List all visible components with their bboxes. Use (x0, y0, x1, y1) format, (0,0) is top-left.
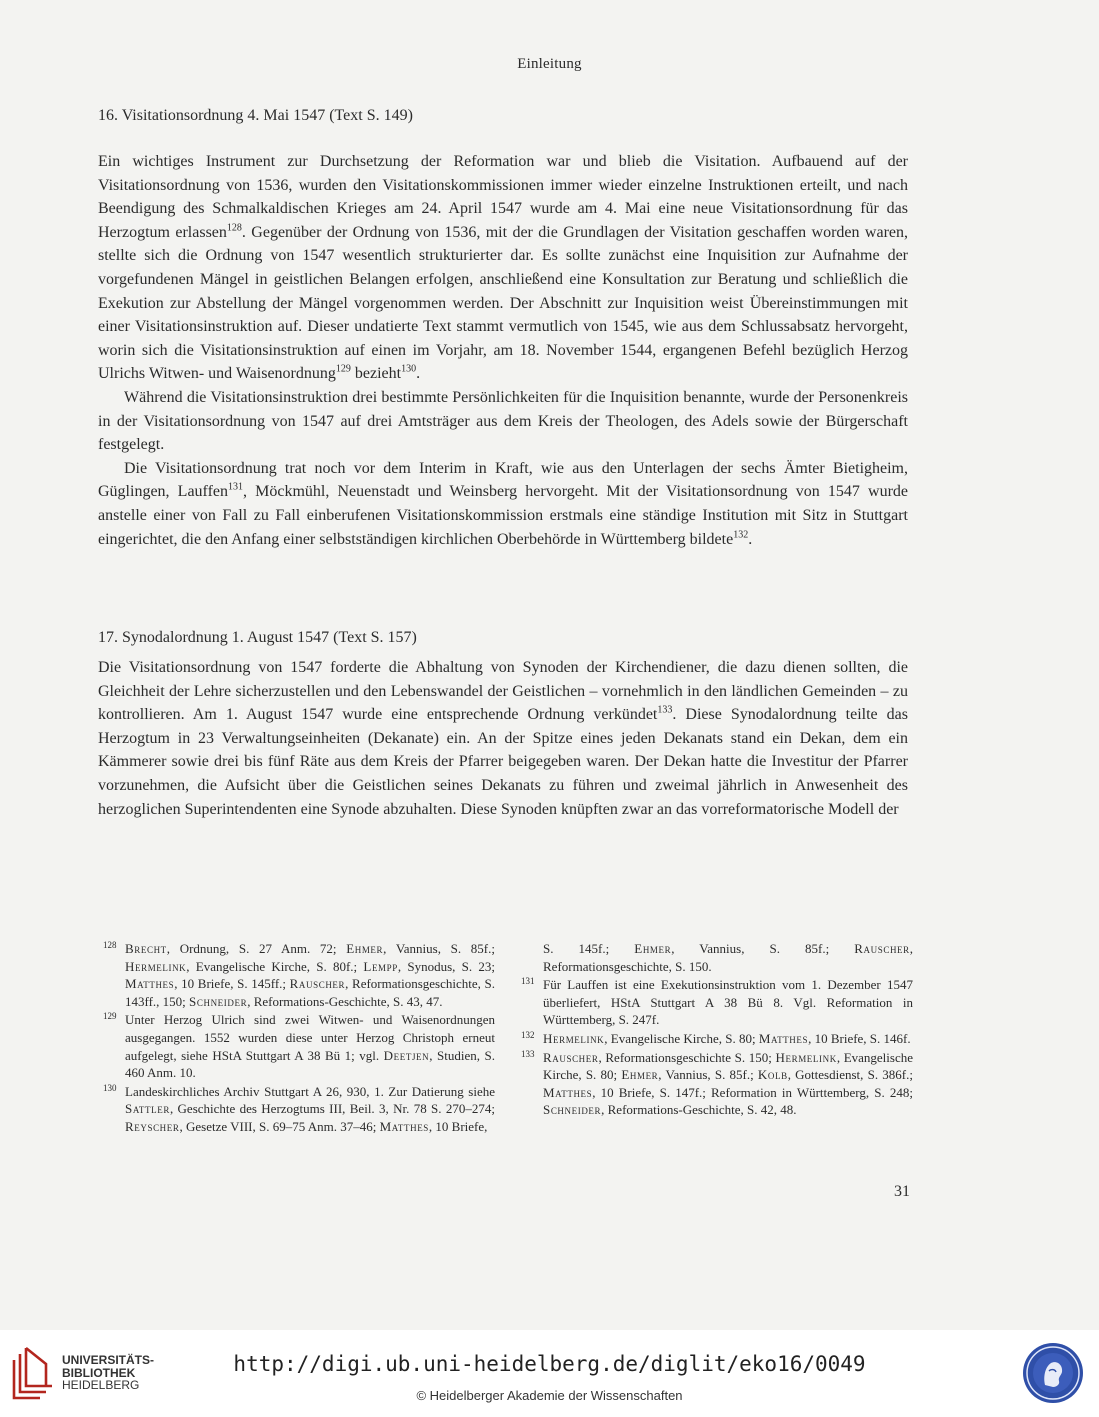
footnote-128: 128 Brecht, Ordnung, S. 27 Anm. 72; Ehmer, Vannius, S. 85f.; Hermelink, Evangelische Kirche, S. 80f.; Lempp, Synodus, S. 23; Matthes, 10 Briefe, S. 145ff.; Rauscher, Reformationsgeschichte, S. 143ff., 150; Schneider, Reformations-Geschichte, S. 43, 47. (103, 940, 496, 1009)
section-17-paragraph-1 (98, 656, 908, 821)
section-16-title: 16. Visitationsordnung 4. Mai 1547 (Text S. 149) (98, 107, 413, 124)
text-run: . Gegenüber der Ordnung von 1536, mit der die Grundlagen der Visitation geschaffen worden waren, stellte sich die Ordnung von 1547 wesentlich strukturierter dar. Es sollte zunächst eine Inquisition zur Aufnahme der vorgefundenen Mängel in geistlichen Belangen erfolgen, anschließend eine Konsultation zur Beratung und schließlich die Exekution zur Abstellung der Mängel vorgenommen werden. Der Abschnitt zur Inquisition weist Übereinstimmungen mit einer Visitationsinstruktion auf. Dieser undatierte Text stammt vermutlich von 1545, wie aus dem Schlussabsatz hervorgeht, worin sich die Visitationsinstruktion auf einen im Vorjahr, am 18. November 1544, ergangenen Befehl bezüglich Herzog Ulrichs Witwen- und Waisenordnung (98, 223, 909, 383)
copyright-notice: © Heidelberger Akademie der Wissenschaften (416, 1388, 683, 1403)
text-run: bezieht (350, 365, 402, 383)
footnote-number: 132 (521, 1029, 535, 1040)
section-16 (98, 104, 908, 128)
library-footer (0, 1330, 1099, 1417)
library-name: UNIVERSITÄTS- BIBLIOTHEK HEIDELBERG (62, 1353, 155, 1392)
page-number: 31 (894, 1183, 910, 1200)
academy-seal-icon (1021, 1341, 1085, 1405)
footnotes-column-left (103, 940, 495, 1137)
footnote-number: 133 (521, 1048, 535, 1059)
section-17-body (98, 656, 908, 821)
footnote-number: 130 (103, 1082, 117, 1093)
footnote-130-continued: S. 145f.; Ehmer, Vannius, S. 85f.; Rauscher, Reformationsgeschichte, S. 150. (543, 941, 914, 974)
footnote-131: 131 Für Lauffen ist eine Exekutionsinstruktion vom 1. Dezember 1547 überliefert, HStA Stuttgart A 38 Bü 8. Vgl. Reformation in Württemberg, S. 247f. (521, 976, 913, 1028)
permalink-url[interactable]: http://digi.ub.uni-heidelberg.de/diglit/eko16/0049 (233, 1352, 866, 1376)
section-17-title: 17. Synodalordnung 1. August 1547 (Text S. 157) (98, 629, 417, 646)
footnote-129: 129 Unter Herzog Ulrich sind zwei Witwen- und Waisenordnungen ausgegangen. 1552 wurden diese unter Herzog Christoph erneut aufgelegt, siehe HStA Stuttgart A 38 Bü 1; vgl. Deetjen, Studien, S. 460 Anm. 10. (103, 1011, 495, 1081)
footnote-number: 128 (103, 940, 117, 950)
section-16-paragraph-3 (98, 457, 908, 551)
footnote-ref-132[interactable]: 132 (733, 529, 749, 541)
running-head: Einleitung (517, 56, 582, 72)
footnote-ref-130[interactable]: 130 (401, 364, 417, 376)
footnote-132: 132 Hermelink, Evangelische Kirche, S. 80; Matthes, 10 Briefe, S. 146f. (521, 1029, 911, 1046)
footnote-ref-128[interactable]: 128 (226, 222, 242, 234)
text-run: , Möckmühl, Neuenstadt und Weinsberg hervorgeht. Mit der Visitationsordnung von 1547 wurde anstelle einer von Fall zu Fall einberufenen Visitationskommission erstmals eine ständige Institution mit Sitz in Stuttgart eingerichtet, die den Anfang einer selbstständigen kirchlichen Oberbehörde in Württemberg bildete (98, 483, 908, 548)
text-run: . (416, 365, 421, 383)
footnotes-column-right (521, 940, 913, 1120)
footnote-number: 131 (521, 976, 535, 987)
text-run: . (748, 530, 753, 548)
footnote-133: 133 Rauscher, Reformationsgeschichte S. 150; Hermelink, Evangelische Kirche, S. 80; Ehmer, Vannius, S. 85f.; Kolb, Gottesdienst, S. 386f.; Matthes, 10 Briefe, S. 147f.; Reformation in Württemberg, S. 248; Schneider, Reformations-Geschichte, S. 42, 48. (521, 1048, 914, 1118)
section-16-body (98, 150, 908, 551)
section-16-paragraph-1 (98, 150, 908, 386)
footnote-number: 129 (103, 1011, 117, 1022)
text-run: Die Visitationsordnung trat noch vor dem Interim in Kraft, wie aus den Unterlagen der sechs Ämter Bietigheim, Güglingen, Lauffen (98, 459, 908, 501)
footnote-ref-131[interactable]: 131 (228, 481, 244, 493)
footnote-130: 130 Landeskirchliches Archiv Stuttgart A 26, 930, 1. Zur Datierung siehe Sattler, Geschichte des Herzogtums III, Beil. 3, Nr. 78 S. 270–274; Reyscher, Gesetze VIII, S. 69–75 Anm. 37–46; Matthes, 10 Briefe, (103, 1082, 495, 1134)
footnote-ref-129[interactable]: 129 (335, 364, 351, 376)
section-17 (98, 626, 908, 650)
footnote-ref-133[interactable]: 133 (657, 704, 673, 716)
section-16-paragraph-2: Während die Visitationsinstruktion drei bestimmte Persönlichkeiten für die Inquisition benannte, wurde der Personenkreis in der Visitationsordnung von 1547 auf drei Amtsträger aus dem Kreis der Theologen, des Adels sowie der Bürgerschaft festgelegt. (98, 388, 908, 454)
text-run: Die Visitationsordnung von 1547 forderte die Abhaltung von Synoden der Kirchendiener, die dazu dienen sollten, die Gleichheit der Lehre sicherzustellen und den Lebenswandel der Geistlichen – vornehmlich in den ländlichen Gemeinden – zu kontrollieren. Am 1. August 1547 wurde eine entsprechende Ordnung verkündet (98, 659, 908, 724)
text-run: Ein wichtiges Instrument zur Durchsetzung der Reformation war und blieb die Visitation. Aufbauend auf der Visitationsordnung von 1536, wurden den Visitationskommissionen immer wieder einzelne Instruktionen erteilt, und nach Beendigung des Schmalkaldischen Krieges am 24. April 1547 wurde am 4. Mai eine neue Visitationsordnung für das Herzogtum erlassen (98, 153, 908, 241)
text-run: . Diese Synodalordnung teilte das Herzogtum in 23 Verwaltungseinheiten (Dekanate) ein. An der Spitze eines jeden Dekanats stand ein Dekan, dem ein Kämmerer sowie drei bis fünf Räte aus dem Kreis der Pfarrer beigegeben waren. Der Dekan hatte die Investitur der Pfarrer vorzunehmen, die Aufsicht über die Geistlichen seines Dekanats zu führen und zweimal jährlich in Anwesenheit des herzoglichen Superintendenten eine Synode abzuhalten. Diese Synoden knüpften zwar an das vorreformatorische Modell der (98, 706, 909, 818)
